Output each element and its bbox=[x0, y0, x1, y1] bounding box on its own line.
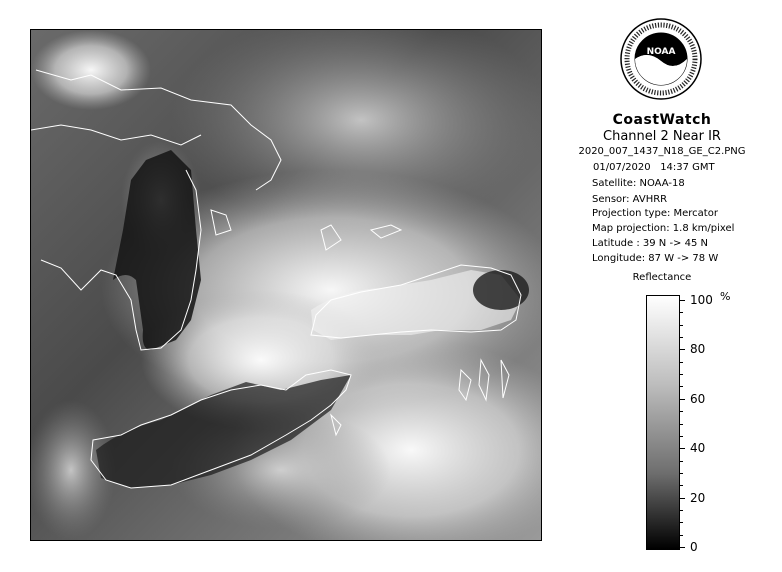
scale-minor-tick bbox=[680, 312, 683, 313]
scale-tick-label: 20 bbox=[690, 490, 706, 505]
satellite-image bbox=[31, 30, 541, 540]
scale-minor-tick bbox=[680, 374, 683, 375]
longitude-label: Longitude: 87 W -> 78 W bbox=[592, 253, 719, 264]
scale-tick bbox=[680, 498, 685, 499]
map-projection-label: Map projection: 1.8 km/pixel bbox=[592, 223, 735, 234]
scale-minor-tick bbox=[680, 473, 683, 474]
satellite-map bbox=[30, 29, 542, 541]
latitude-label: Latitude : 39 N -> 45 N bbox=[592, 238, 708, 249]
scale-minor-tick bbox=[680, 362, 683, 363]
scale-minor-tick bbox=[680, 510, 683, 511]
scale-minor-tick bbox=[680, 424, 683, 425]
scale-tick bbox=[680, 300, 685, 301]
scale-minor-tick bbox=[680, 522, 683, 523]
scale-tick-label: 60 bbox=[690, 391, 706, 406]
sensor-label: Sensor: AVHRR bbox=[592, 194, 668, 205]
scale-tick-label: 40 bbox=[690, 441, 706, 456]
date-label: 01/07/2020 bbox=[593, 162, 651, 173]
noaa-seal-icon bbox=[619, 17, 703, 101]
reflectance-colorbar bbox=[646, 295, 680, 550]
scale-minor-tick bbox=[680, 485, 683, 486]
scale-minor-tick bbox=[680, 436, 683, 437]
scale-minor-tick bbox=[680, 386, 683, 387]
satellite-label: Satellite: NOAA-18 bbox=[592, 178, 685, 189]
scale-minor-tick bbox=[680, 535, 683, 536]
scale-tick-label: 0 bbox=[690, 540, 698, 554]
scale-minor-tick bbox=[680, 337, 683, 338]
app-title: CoastWatch bbox=[612, 112, 712, 128]
scale-tick bbox=[680, 448, 685, 449]
scale-tick-label: 80 bbox=[690, 342, 706, 357]
date-time-line bbox=[593, 162, 715, 173]
projection-type-label: Projection type: Mercator bbox=[592, 208, 718, 219]
logo-text: NOAA bbox=[646, 47, 676, 57]
scale-tick-label: 100 bbox=[690, 293, 713, 307]
channel-label: Channel 2 Near IR bbox=[603, 129, 721, 144]
scale-tick bbox=[680, 399, 685, 400]
scale-minor-tick bbox=[680, 325, 683, 326]
scale-minor-tick bbox=[680, 461, 683, 462]
filename-label: 2020_007_1437_N18_GE_C2.PNG bbox=[578, 146, 746, 157]
scale-title: Reflectance bbox=[632, 272, 692, 283]
time-label: 14:37 GMT bbox=[660, 162, 715, 173]
scale-unit: % bbox=[720, 290, 731, 303]
scale-tick bbox=[680, 547, 685, 548]
scale-minor-tick bbox=[680, 411, 683, 412]
noaa-logo bbox=[619, 17, 703, 101]
scale-tick bbox=[680, 349, 685, 350]
